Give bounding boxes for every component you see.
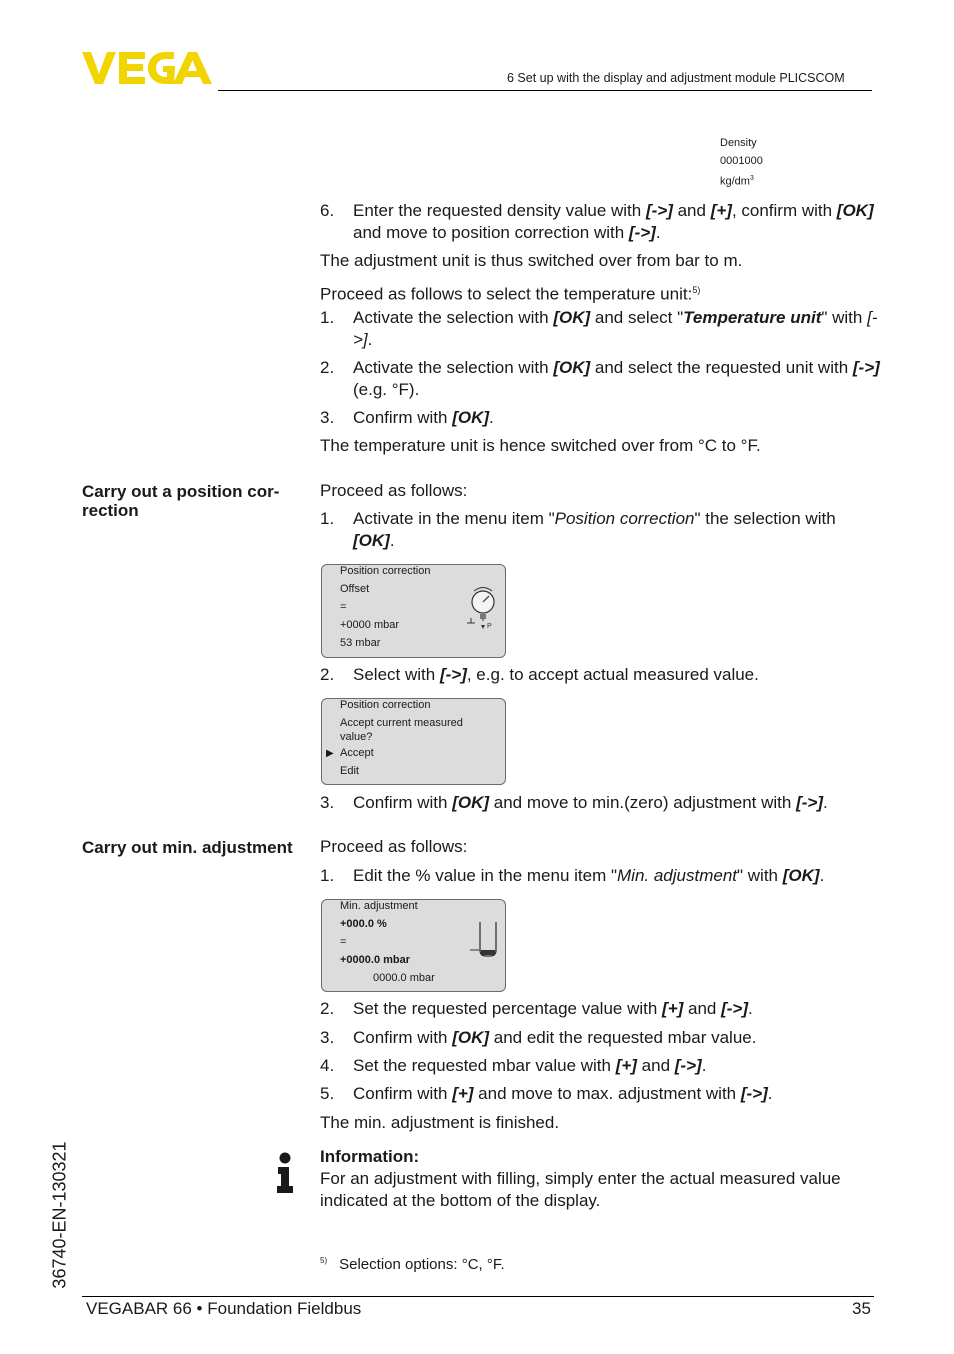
footnote: $^{5)}$ Selection options: °C, °F. (320, 1256, 505, 1273)
footer-divider (82, 1296, 874, 1297)
min-adjustment-intro: Proceed as follows: (320, 837, 468, 856)
page-number: 35 (852, 1299, 871, 1318)
temp-done-text: The temperature unit is hence switched over from °C to °F. (320, 436, 761, 455)
lcd-position-offset: Position correction Offset = +0000 mbar 53 mbar P (321, 564, 506, 658)
position-correction-intro: Proceed as follows: (320, 481, 468, 500)
information-text: For an adjustment with filling, simply enter the actual measured value indicated at the bottom of the display. (320, 1169, 841, 1210)
information-icon (275, 1152, 295, 1194)
header-divider (218, 90, 872, 91)
lcd-min-adjustment: Min. adjustment +000.0 % = +0000.0 mbar 0000.0 mbar (321, 899, 506, 992)
information-heading: Information: (320, 1147, 420, 1166)
unit-switch-text: The adjustment unit is thus switched over from bar to m. (320, 251, 743, 270)
document-code: 36740-EN-130321 (49, 1141, 70, 1289)
footer-title: VEGABAR 66 • Foundation Fieldbus (86, 1299, 362, 1318)
vega-logo (82, 52, 212, 84)
tank-level-icon (468, 920, 498, 960)
min-adjustment-heading: Carry out min. adjustment (82, 838, 293, 857)
min-adjustment-done: The min. adjustment is finished. (320, 1113, 560, 1132)
selection-arrow-icon: ▶ (326, 748, 334, 759)
temp-unit-intro: Proceed as follows to select the temperature unit:$^{5)}$ (320, 284, 701, 304)
lcd-accept-measured: Position correction Accept current measured value? ▶ Accept Edit (321, 698, 506, 785)
edit-option: Edit (340, 765, 359, 777)
svg-text:P: P (487, 623, 492, 630)
position-correction-heading: Carry out a position cor- rection (82, 482, 280, 520)
section-header: 6 Set up with the display and adjustment module PLICSCOM (507, 71, 845, 85)
accept-option: Accept (340, 747, 374, 759)
pressure-gauge-icon (466, 585, 498, 631)
density-display: Density 0001000 $kg/dm^3$ (720, 137, 763, 188)
